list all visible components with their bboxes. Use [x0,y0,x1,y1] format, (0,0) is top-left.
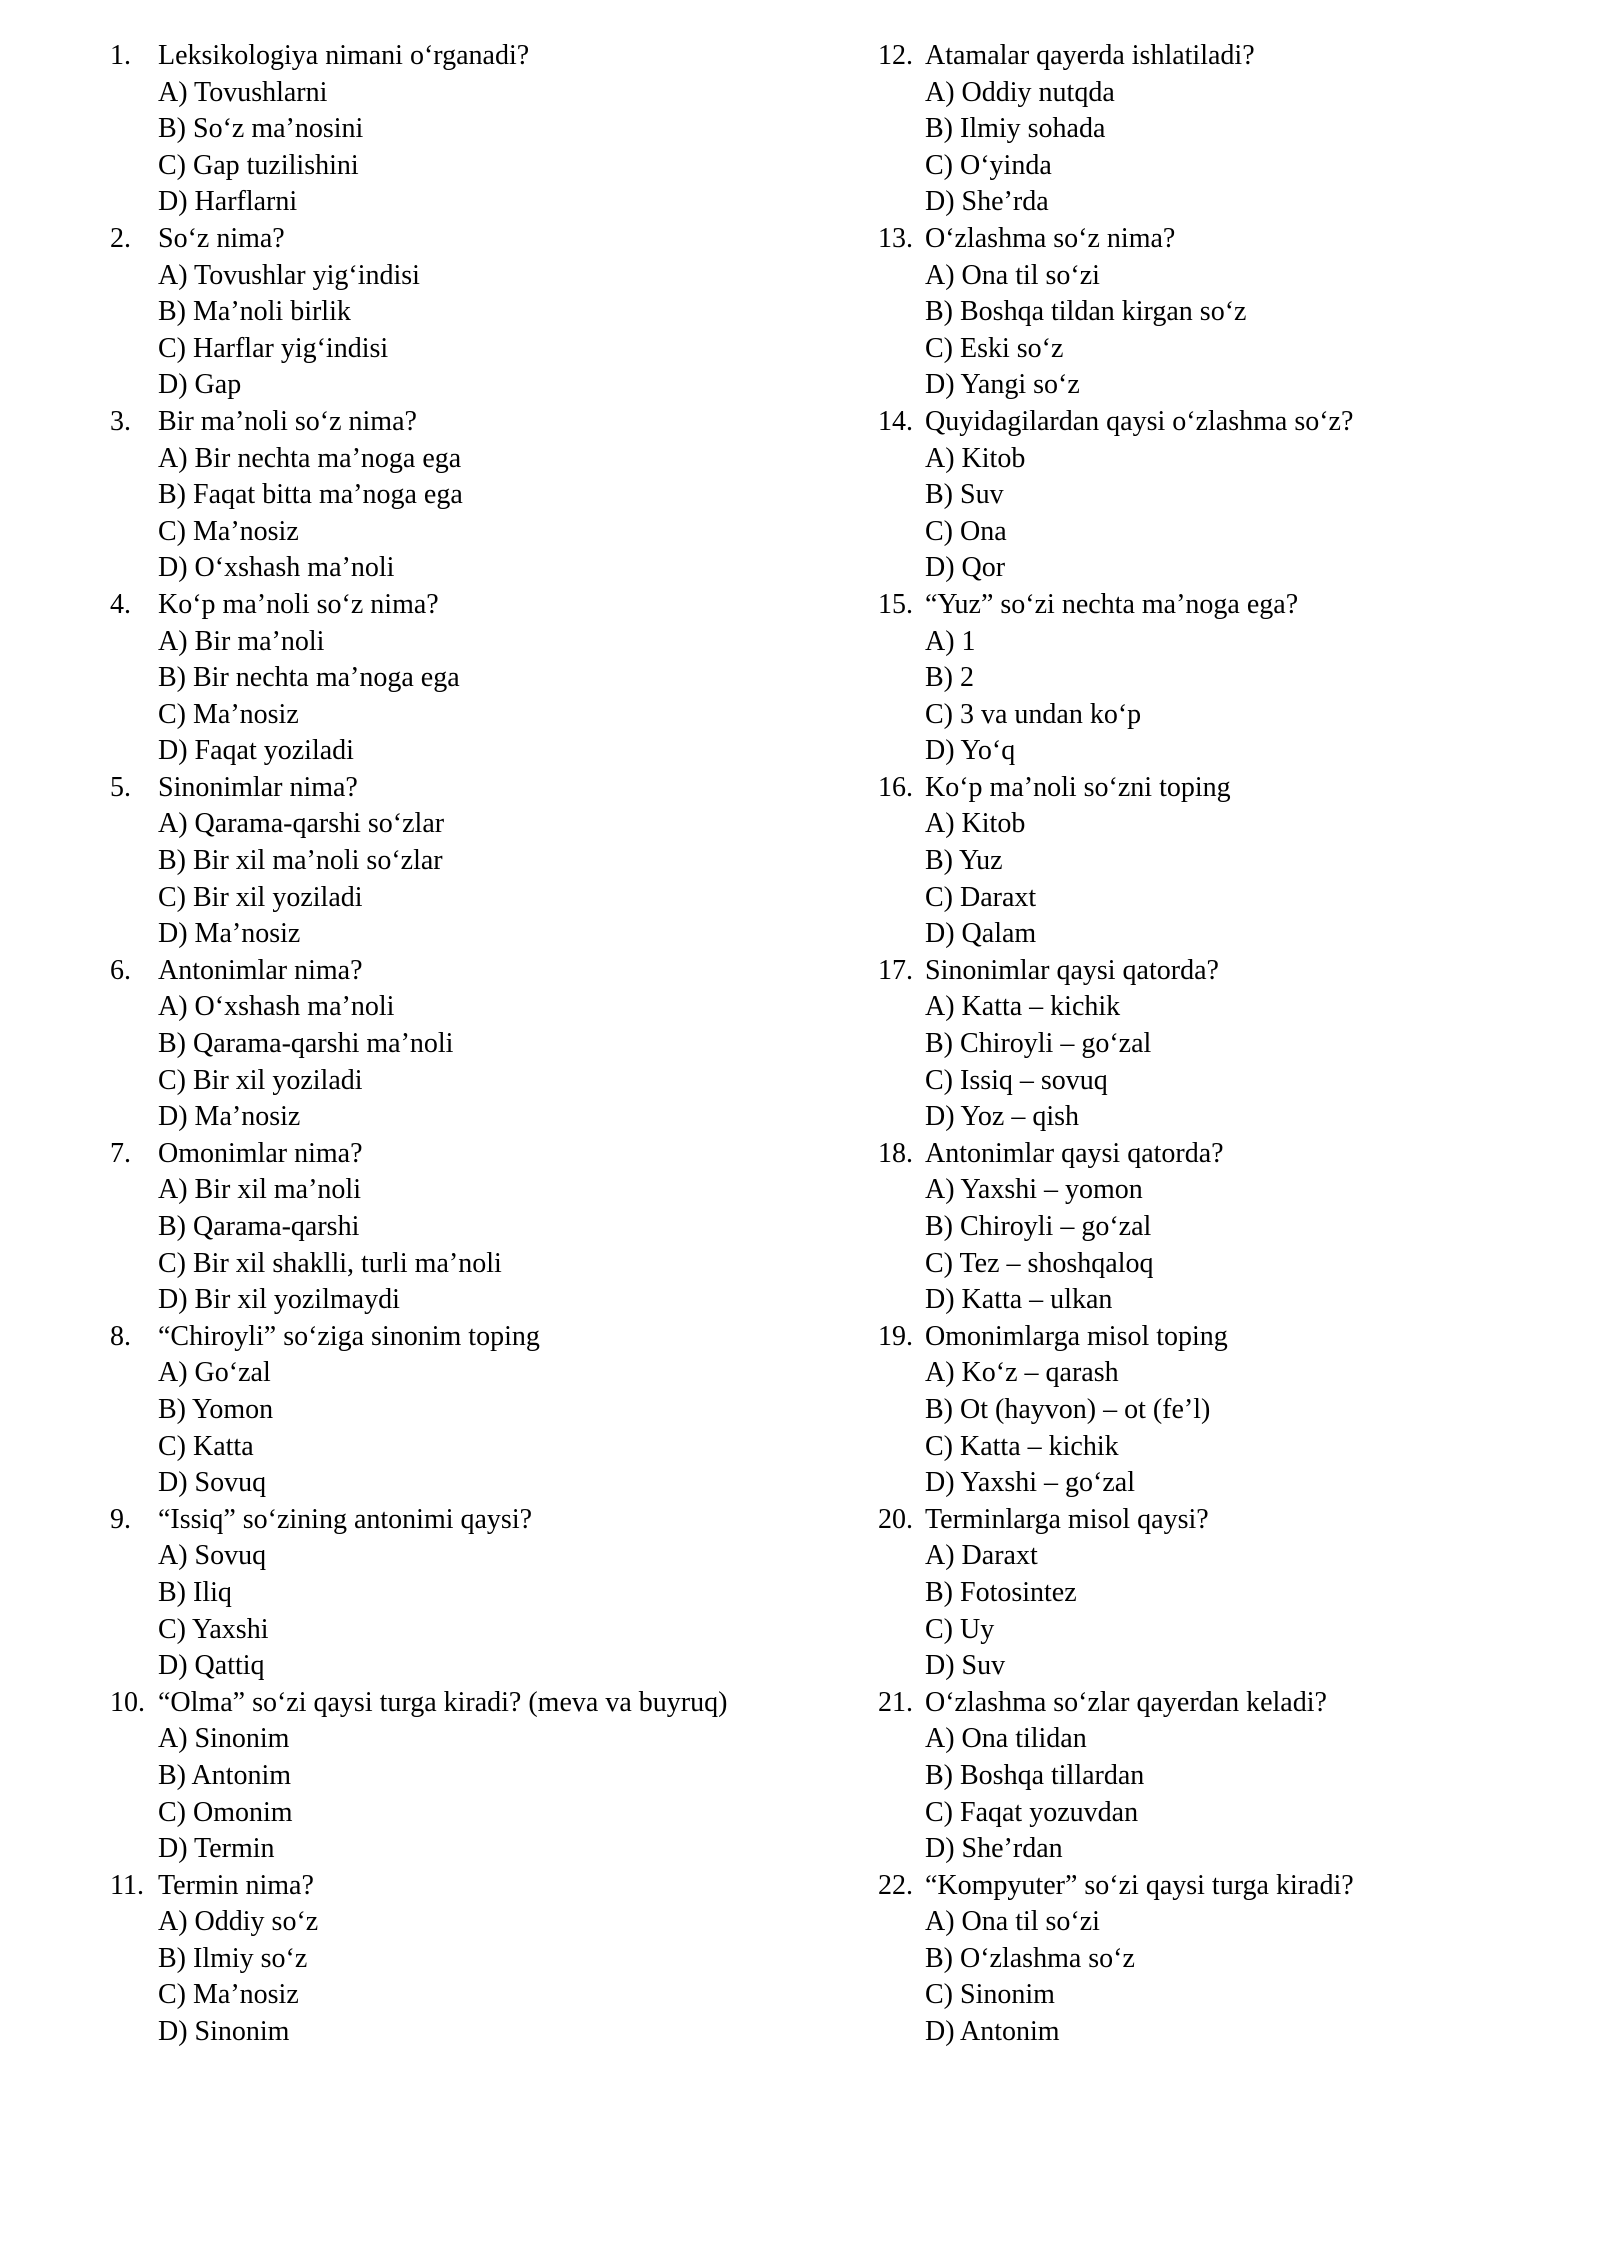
question-line [878,38,1354,75]
option-line: B) Chiroyli – go‘zal [925,1211,1152,1242]
question-line [110,1319,727,1356]
question-line [110,38,727,75]
option-line: A) Oddiy so‘z [158,1906,319,1938]
option-line: D) Gap [158,369,242,401]
option-line: B) Faqat bitta ma’noga ega [158,479,463,511]
option-line: C) Ma’nosiz [158,515,299,547]
option-line: C) Katta – kichik [925,1430,1119,1462]
option-line: A) Bir ma’noli [158,625,325,657]
question-line [878,404,1354,441]
option-line: D) O‘xshash ma’noli [158,552,395,584]
question-item [110,1319,727,1502]
option-line: B) Iliq [158,1576,232,1608]
question-line [878,221,1354,258]
option-line: B) Yomon [158,1393,274,1425]
question-line [110,1136,727,1173]
option-line: A) Tovushlar yig‘indisi [158,259,420,291]
option-line: D) Katta – ulkan [925,1284,1113,1316]
option-line: D) Harflarni [158,186,298,218]
question-item [110,1136,727,1319]
option-line: D) Suv [925,1650,1006,1682]
option-line: C) Bir xil shaklli, turli ma’noli [158,1247,502,1279]
option-line: D) Sinonim [158,2016,290,2048]
option-line: B) Bir nechta ma’noga ega [158,662,460,694]
option-line: C) Daraxt [925,881,1037,913]
option-line: C) Faqat yozuvdan [925,1796,1139,1828]
question-number: 9. [110,1503,131,1535]
option-line: C) Ona [925,515,1007,547]
option-line: D) Sovuq [158,1467,267,1499]
option-line: C) Ma’nosiz [158,698,299,730]
question-item [878,1136,1354,1319]
question-item [878,404,1354,587]
question-text: Antonimlar nima? [158,954,363,986]
question-item [110,1685,727,1868]
option-line: A) Ona tilidan [925,1723,1087,1755]
option-line: A) Ko‘z – qarash [925,1357,1119,1389]
option-line: D) Yangi so‘z [925,369,1080,401]
question-text: Ko‘p ma’noli so‘zni toping [925,771,1231,803]
option-line: B) Chiroyli – go‘zal [925,1028,1152,1060]
option-line: D) Ma’nosiz [158,918,301,950]
question-line [110,770,727,807]
question-number: 17. [878,954,913,986]
question-text: “Yuz” so‘zi nechta ma’noga ega? [925,588,1299,620]
option-line: D) Ma’nosiz [158,1101,301,1133]
option-line: A) Ona til so‘zi [925,1906,1100,1938]
option-line: D) Qor [925,552,1006,584]
question-text: Antonimlar qaysi qatorda? [925,1137,1224,1169]
question-number: 21. [878,1686,913,1718]
question-item [110,221,727,404]
question-text: Omonimlarga misol toping [925,1320,1228,1352]
option-line: A) Ona til so‘zi [925,259,1100,291]
question-number: 8. [110,1320,131,1352]
question-item [110,404,727,587]
question-number: 1. [110,40,131,71]
question-item [110,1502,727,1685]
question-text: Sinonimlar qaysi qatorda? [925,954,1219,986]
option-line: B) Ot (hayvon) – ot (fe’l) [925,1393,1211,1425]
question-text: O‘zlashma so‘zlar qayerdan keladi? [925,1686,1327,1718]
question-item [878,770,1354,953]
option-line: A) Qarama-qarshi so‘zlar [158,808,445,840]
question-line [110,404,727,441]
question-line [878,587,1354,624]
quiz-column-left [110,38,727,2051]
option-line: C) Omonim [158,1796,293,1828]
option-line: C) Katta [158,1430,254,1462]
option-line: D) Antonim [925,2016,1060,2048]
option-line: D) Yoz – qish [925,1101,1080,1133]
question-item [110,587,727,770]
question-number: 4. [110,588,131,620]
question-item [110,1868,727,2051]
option-line: A) Kitob [925,442,1026,474]
question-number: 20. [878,1503,913,1535]
question-number: 13. [878,222,913,254]
option-line: B) Qarama-qarshi ma’noli [158,1028,454,1060]
option-line: A) Oddiy nutqda [925,76,1115,108]
option-line: C) Uy [925,1613,995,1645]
option-line: B) Bir xil ma’noli so‘zlar [158,845,443,877]
option-line: A) 1 [925,625,976,657]
option-line: C) Issiq – sovuq [925,1064,1108,1096]
option-line: A) Sovuq [158,1540,267,1572]
option-line: D) Yo‘q [925,735,1016,767]
question-item [878,953,1354,1136]
option-line: C) Sinonim [925,1979,1055,2011]
question-text: “Issiq” so‘zining antonimi qaysi? [158,1503,533,1535]
option-line: B) 2 [925,662,974,694]
question-number: 14. [878,405,913,437]
question-text: Sinonimlar nima? [158,771,358,803]
option-line: C) Bir xil yoziladi [158,1064,363,1096]
question-line [878,953,1354,990]
question-line [110,953,727,990]
question-text: So‘z nima? [158,222,285,254]
option-line: B) Boshqa tillardan [925,1759,1145,1791]
option-line: A) Kitob [925,808,1026,840]
question-number: 2. [110,222,131,254]
option-line: B) Fotosintez [925,1576,1077,1608]
question-number: 10. [110,1686,145,1718]
option-line: B) Suv [925,479,1004,511]
option-line: C) Harflar yig‘indisi [158,332,389,364]
option-line: A) Bir nechta ma’noga ega [158,442,462,474]
question-text: Atamalar qayerda ishlatiladi? [925,40,1255,71]
option-line: A) Tovushlarni [158,76,328,108]
question-line [878,1136,1354,1173]
quiz-column-right [878,38,1354,2051]
option-line: D) She’rda [925,186,1049,218]
option-line: B) O‘zlashma so‘z [925,1942,1135,1974]
option-line: D) Faqat yoziladi [158,735,354,767]
question-text: Omonimlar nima? [158,1137,363,1169]
question-line [110,587,727,624]
option-line: C) Yaxshi [158,1613,269,1645]
question-text: “Kompyuter” so‘zi qaysi turga kiradi? [925,1869,1354,1901]
question-item [878,1868,1354,2051]
question-number: 16. [878,771,913,803]
option-line: A) Sinonim [158,1723,290,1755]
option-line: A) Daraxt [925,1540,1038,1572]
question-line [878,770,1354,807]
option-line: A) Bir xil ma’noli [158,1174,361,1206]
option-line: B) Yuz [925,845,1003,877]
option-line: B) Ilmiy sohada [925,113,1106,145]
question-item [110,770,727,953]
question-number: 7. [110,1137,131,1169]
option-line: C) 3 va undan ko‘p [925,698,1142,730]
option-line: D) Qattiq [158,1650,265,1682]
question-item [878,1502,1354,1685]
question-item [878,221,1354,404]
question-line [110,1502,727,1539]
question-text: Quyidagilardan qaysi o‘zlashma so‘z? [925,405,1354,437]
option-line: B) Antonim [158,1759,292,1791]
option-line: C) O‘yinda [925,149,1052,181]
question-line [878,1685,1354,1722]
question-number: 12. [878,40,913,71]
option-line: D) Qalam [925,918,1037,950]
question-item [878,38,1354,221]
question-item [878,1319,1354,1502]
option-line: A) Katta – kichik [925,991,1121,1023]
question-line [878,1502,1354,1539]
question-number: 11. [110,1869,144,1901]
question-text: Leksikologiya nimani o‘rganadi? [158,40,530,71]
question-text: Terminlarga misol qaysi? [925,1503,1209,1535]
question-line [110,1685,727,1722]
option-line: B) Ilmiy so‘z [158,1942,308,1974]
option-line: C) Tez – shoshqaloq [925,1247,1154,1279]
option-line: B) Ma’noli birlik [158,296,351,328]
option-line: C) Eski so‘z [925,332,1064,364]
option-line: C) Bir xil yoziladi [158,881,363,913]
option-line: A) O‘xshash ma’noli [158,991,395,1023]
question-number: 5. [110,771,131,803]
question-text: O‘zlashma so‘z nima? [925,222,1176,254]
option-line: D) Termin [158,1833,275,1865]
question-number: 22. [878,1869,913,1901]
question-number: 3. [110,405,131,437]
question-text: “Olma” so‘zi qaysi turga kiradi? (meva va buyruq) [158,1686,728,1718]
question-number: 6. [110,954,131,986]
question-item [110,38,727,221]
option-line: A) Yaxshi – yomon [925,1174,1143,1206]
question-text: Termin nima? [158,1869,314,1901]
option-line: B) So‘z ma’nosini [158,113,364,145]
question-text: Ko‘p ma’noli so‘z nima? [158,588,439,620]
option-line: B) Boshqa tildan kirgan so‘z [925,296,1247,328]
option-line: C) Ma’nosiz [158,1979,299,2011]
option-line: D) She’rdan [925,1833,1063,1865]
question-line [110,1868,727,1905]
option-line: D) Bir xil yozilmaydi [158,1284,400,1316]
question-item [110,953,727,1136]
question-number: 18. [878,1137,913,1169]
question-item [878,1685,1354,1868]
question-line [878,1868,1354,1905]
option-line: A) Go‘zal [158,1357,271,1389]
option-line: D) Yaxshi – go‘zal [925,1467,1135,1499]
option-line: B) Qarama-qarshi [158,1211,360,1242]
question-text: “Chiroyli” so‘ziga sinonim toping [158,1320,540,1352]
question-item [878,587,1354,770]
question-line [878,1319,1354,1356]
question-number: 15. [878,588,913,620]
option-line: C) Gap tuzilishini [158,149,359,181]
question-text: Bir ma’noli so‘z nima? [158,405,417,437]
question-line [110,221,727,258]
question-number: 19. [878,1320,913,1352]
